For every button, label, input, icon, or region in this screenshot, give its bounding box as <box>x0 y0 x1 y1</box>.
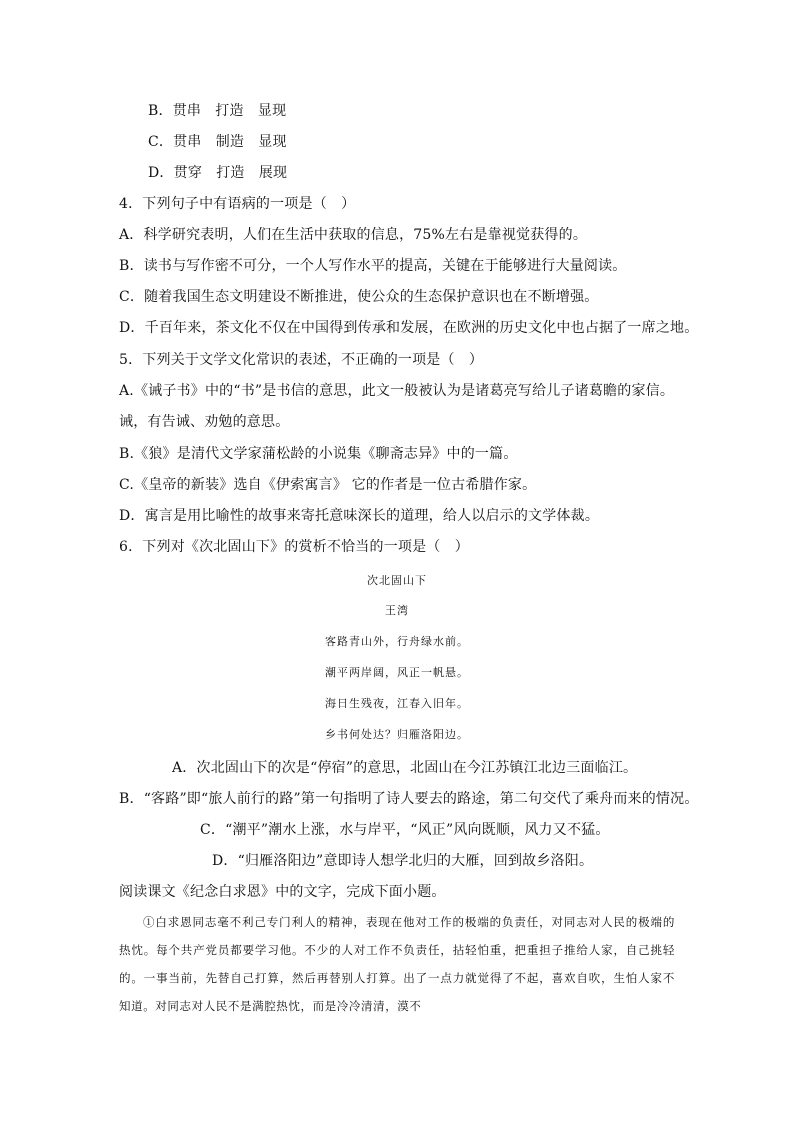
reading-intro: 阅读课文《纪念白求恩》中的文字，完成下面小题。 <box>119 884 446 900</box>
q5-option-d: D．寓言是用比喻性的故事来寄托意味深长的道理，给人以启示的文学体裁。 <box>119 508 600 524</box>
q5-option-c: C.《皇帝的新装》选自《伊索寓言》 它的作者是一位古希腊作家。 <box>119 477 537 493</box>
q6-option-b: B．“客路”即“旅人前行的路”第一句指明了诗人要去的路途，第二句交代了乘舟而来的情况。 <box>119 791 699 807</box>
q6-option-c: C．“潮平”潮水上涨，水与岸平，“风正”风向既顺，风力又不猛。 <box>200 822 610 838</box>
q3-option-c: C．贯串 制造 显现 <box>148 134 287 150</box>
poem-line: 乡书何处达？归雁洛阳边。 <box>325 728 469 741</box>
q4-option-b: B．读书与写作密不可分，一个人写作水平的提高，关键在于能够进行大量阅读。 <box>119 258 627 274</box>
reading-paragraph: ①白求恩同志毫不利己专门利人的精神，表现在他对工作的极端的负责任，对同志对人民的极端的热忱。每个共产党员都要学习他。不少的人对工作不负责任，拈轻怕重，把重担子推给人家，自己挑轻的。一事当前，先替自己打算，然后再替别人打算。出了一点力就觉得了不起，喜欢自吹，生怕人家不知道。对同志对人民不是满腔热忱，而是冷冷清清，漠不 <box>119 915 675 1013</box>
q4-option-d: D．千百年来，茶文化不仅在中国得到传承和发展，在欧洲的历史文化中也占据了一席之地。 <box>119 320 699 336</box>
poem-author: 王湾 <box>385 604 409 617</box>
q5-option-b: B.《狼》是清代文学家蒲松龄的小说集《聊斋志异》中的一篇。 <box>119 446 518 462</box>
q6-stem: 6．下列对《次北固山下》的赏析不恰当的一项是（ ） <box>119 539 469 555</box>
q5-option-a: A.《诫子书》中的“书”是书信的意思，此文一般被认为是诸葛亮写给儿子诸葛瞻的家信。 <box>119 383 675 399</box>
poem-line: 客路青山外，行舟绿水前。 <box>325 635 469 648</box>
q5-stem: 5．下列关于文学文化常识的表述，不正确的一项是（ ） <box>119 352 484 368</box>
q6-option-a: A．次北固山下的次是“停宿”的意思，北固山在今江苏镇江北边三面临江。 <box>172 760 638 776</box>
poem-title: 次北固山下 <box>367 574 427 587</box>
q3-option-b: B．贯串 打造 显现 <box>148 103 287 119</box>
q5-option-a-cont: 诫，有告诫、劝勉的意思。 <box>119 414 290 430</box>
poem-line: 海日生残夜，江春入旧年。 <box>325 697 469 710</box>
q4-option-c: C．随着我国生态文明建设不断推进，使公众的生态保护意识也在不断增强。 <box>119 289 599 305</box>
q4-stem: 4．下列句子中有语病的一项是（ ） <box>119 196 356 212</box>
q6-option-d: D．“归雁洛阳边”意即诗人想学北归的大雁，回到故乡洛阳。 <box>212 853 594 869</box>
q4-option-a: A．科学研究表明，人们在生活中获取的信息，75%左右是靠视觉获得的。 <box>119 227 588 243</box>
poem-line: 潮平两岸阔，风正一帆悬。 <box>325 666 469 679</box>
q3-option-d: D．贯穿 打造 展现 <box>148 165 288 181</box>
